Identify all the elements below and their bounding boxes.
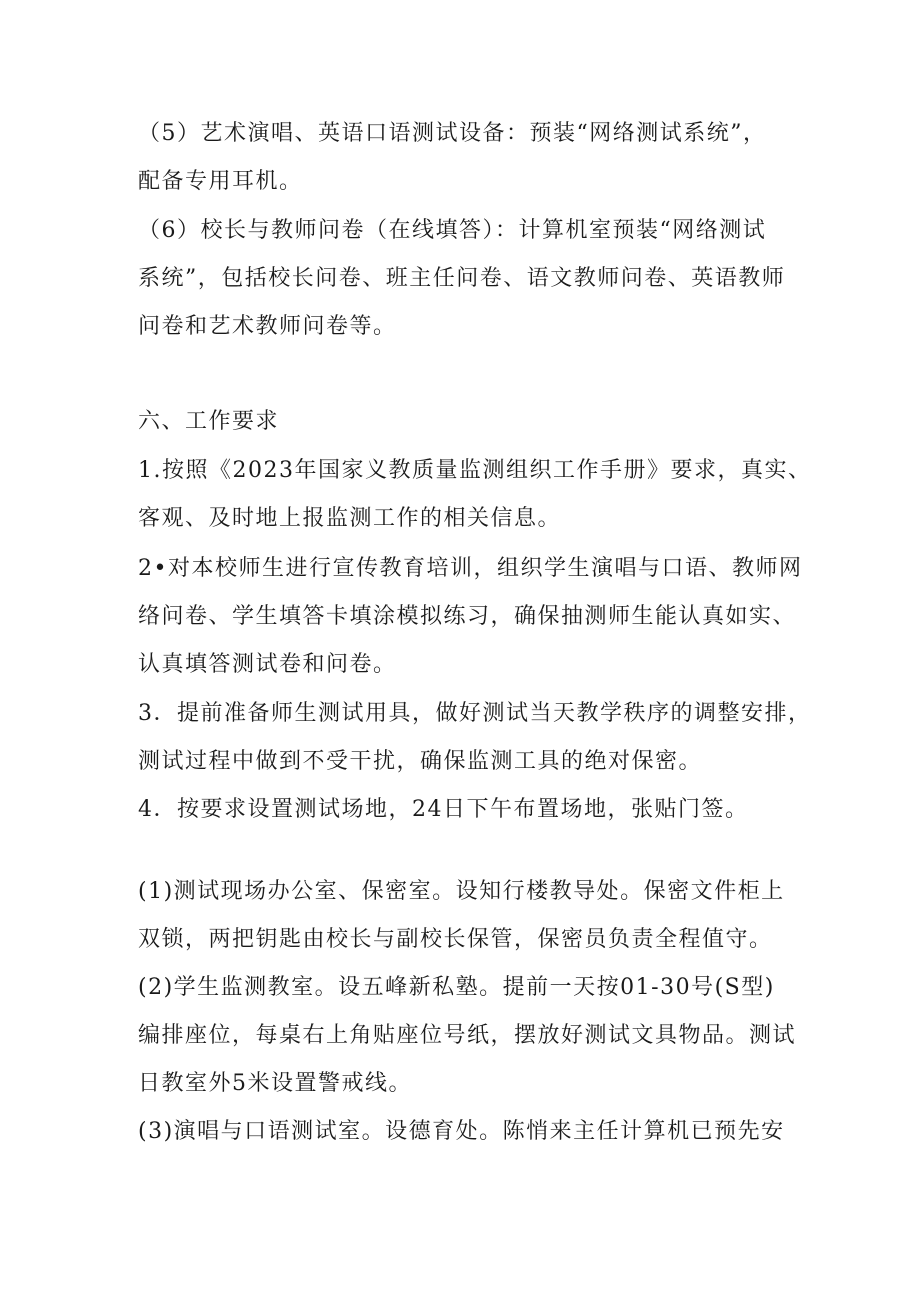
requirement-2-paragraph: [138, 545, 803, 689]
requirement-3-paragraph: [138, 690, 812, 786]
text-line: 认真填答测试卷和问卷。: [138, 652, 397, 677]
text-line: 络问卷、学生填答卡填涂模拟练习，确保抽测师生能认真如实、: [138, 604, 797, 629]
text-line: 2•对本校师生进行宣传教育培训，组织学生演唱与口语、教师网: [138, 556, 803, 581]
section-heading-text: 六、工作要求: [138, 409, 280, 434]
item-6-paragraph: [138, 207, 798, 351]
text-line: 系统”，包括校长问卷、班主任问卷、语文教师问卷、英语教师: [138, 266, 786, 291]
requirement-1-paragraph: [138, 447, 812, 543]
text-line: (2)学生监测教室。设五峰新私塾。提前一天按01-30号(S型): [138, 975, 775, 1000]
text-line: 1.按照《2023年国家义教质量监测组织工作手册》要求，真实、: [138, 458, 812, 483]
text-line: 日教室外5米设置警戒线。: [138, 1071, 412, 1096]
text-line: （6）校长与教师问卷（在线填答）：计算机室预装“网络测试: [138, 218, 767, 243]
item-5-paragraph: [138, 110, 798, 206]
section-heading: [138, 398, 798, 446]
text-line: 3．提前准备师生测试用具，做好测试当天教学秩序的调整安排，: [138, 701, 812, 726]
text-line: 问卷和艺术教师问卷等。: [138, 314, 397, 339]
text-line: 双锁，两把钥匙由校长与副校长保管，保密员负责全程值守。: [138, 927, 773, 952]
text-line: 配备专用耳机。: [138, 169, 303, 194]
text-line: 客观、及时地上报监测工作的相关信息。: [138, 506, 562, 531]
sub-item-2-paragraph: [138, 964, 798, 1108]
requirement-4-paragraph: [138, 786, 798, 834]
sub-item-3-paragraph: [138, 1108, 798, 1156]
text-line: (3)演唱与口语测试室。设德育处。陈悄来主任计算机已预先安: [138, 1119, 785, 1144]
text-line: 4．按要求设置测试场地，24日下午布置场地，张贴门签。: [138, 797, 749, 822]
text-line: (1)测试现场办公室、保密室。设知行楼教导处。保密文件柜上: [138, 879, 785, 904]
text-line: 测试过程中做到不受干扰，确保监测工具的绝对保密。: [138, 749, 703, 774]
sub-item-1-paragraph: [138, 868, 798, 964]
text-line: （5）艺术演唱、英语口语测试设备：预装“网络测试系统”，: [138, 121, 767, 146]
text-line: 编排座位，每桌右上角贴座位号纸，摆放好测试文具物品。测试: [138, 1023, 797, 1048]
